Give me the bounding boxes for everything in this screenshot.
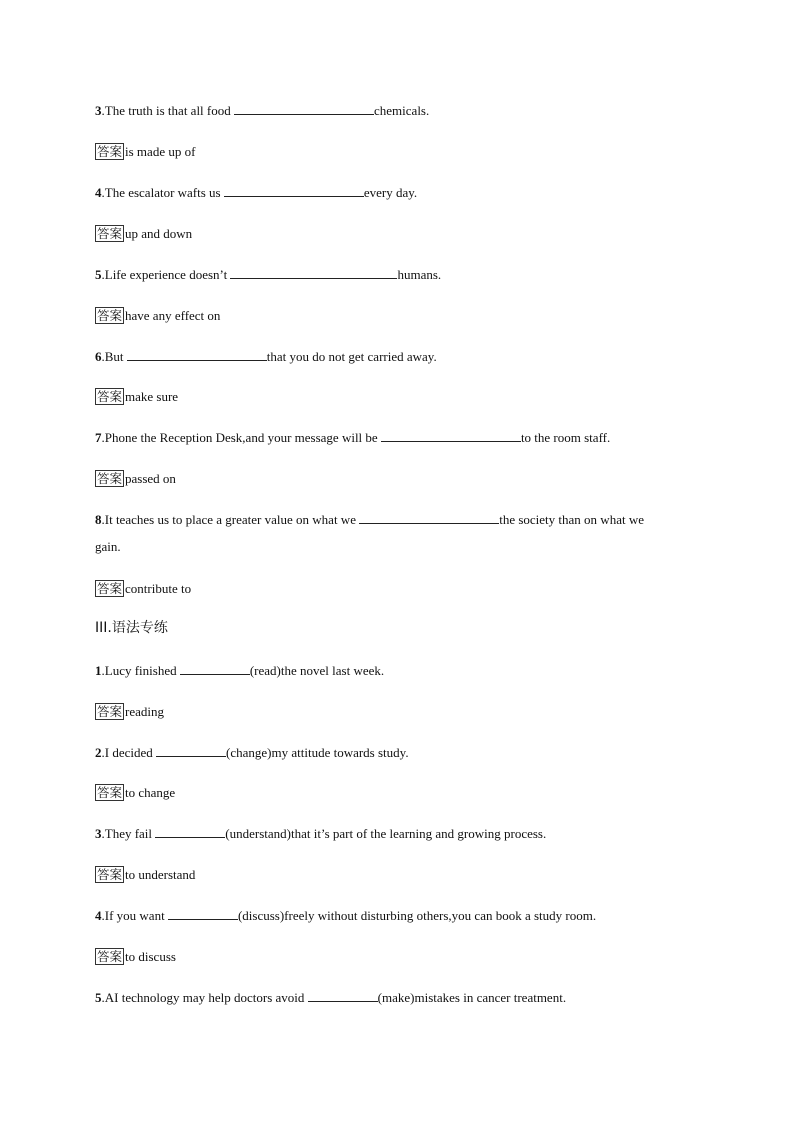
- answer-tag: 答案: [97, 704, 123, 719]
- question-4: 4.The escalator wafts us every day.: [95, 185, 418, 200]
- grammar-question-2: 2.I decided (change)my attitude towards study.: [95, 745, 409, 760]
- answer-blank: [359, 511, 499, 524]
- answer-line: 答案 to change: [97, 785, 176, 800]
- grammar-question-5: 5.AI technology may help doctors avoid (make)mistakes in cancer treatment.: [95, 990, 567, 1005]
- question-6: 6.But that you do not get carried away.: [95, 349, 437, 364]
- answer-line: 答案 up and down: [97, 226, 193, 241]
- answer-blank: [230, 266, 397, 279]
- question-3: 3.The truth is that all food chemicals.: [95, 103, 430, 118]
- answer-blank: [381, 429, 521, 442]
- answer-blank: [156, 744, 226, 757]
- answer-blank: [180, 662, 250, 675]
- answer-line: 答案 is made up of: [97, 144, 196, 159]
- answer-line: 答案 reading: [97, 704, 164, 719]
- grammar-question-4: 4.If you want (discuss)freely without disturbing others,you can book a study room.: [95, 908, 597, 923]
- answer-tag: 答案: [97, 144, 123, 159]
- answer-tag: 答案: [97, 389, 123, 404]
- question-8-continued: gain.: [95, 539, 121, 554]
- answer-blank: [168, 907, 238, 920]
- answer-blank: [224, 184, 364, 197]
- answer-blank: [155, 825, 225, 838]
- answer-tag: 答案: [97, 785, 123, 800]
- answer-line: 答案 to discuss: [97, 949, 176, 964]
- answer-line: 答案 make sure: [97, 389, 179, 404]
- answer-line: 答案 passed on: [97, 471, 176, 486]
- answer-tag: 答案: [97, 471, 123, 486]
- question-5: 5.Life experience doesn’t humans.: [95, 267, 442, 282]
- answer-tag: 答案: [97, 308, 123, 323]
- grammar-question-1: 1.Lucy finished (read)the novel last week.: [95, 663, 385, 678]
- answer-blank: [127, 348, 267, 361]
- grammar-question-3: 3.They fail (understand)that it’s part of the learning and growing process.: [95, 826, 547, 841]
- question-8: 8.It teaches us to place a greater value on what we the society than on what we: [95, 512, 644, 527]
- answer-line: 答案 have any effect on: [97, 308, 221, 323]
- answer-blank: [308, 989, 378, 1002]
- answer-tag: 答案: [97, 226, 123, 241]
- answer-blank: [234, 102, 374, 115]
- answer-tag: 答案: [97, 581, 123, 596]
- answer-tag: 答案: [97, 949, 123, 964]
- question-7: 7.Phone the Reception Desk,and your message will be to the room staff.: [95, 430, 611, 445]
- answer-tag: 答案: [97, 867, 123, 882]
- section-title: III.语法专练: [95, 620, 168, 636]
- answer-line: 答案 to understand: [97, 867, 196, 882]
- answer-line: 答案 contribute to: [97, 581, 192, 596]
